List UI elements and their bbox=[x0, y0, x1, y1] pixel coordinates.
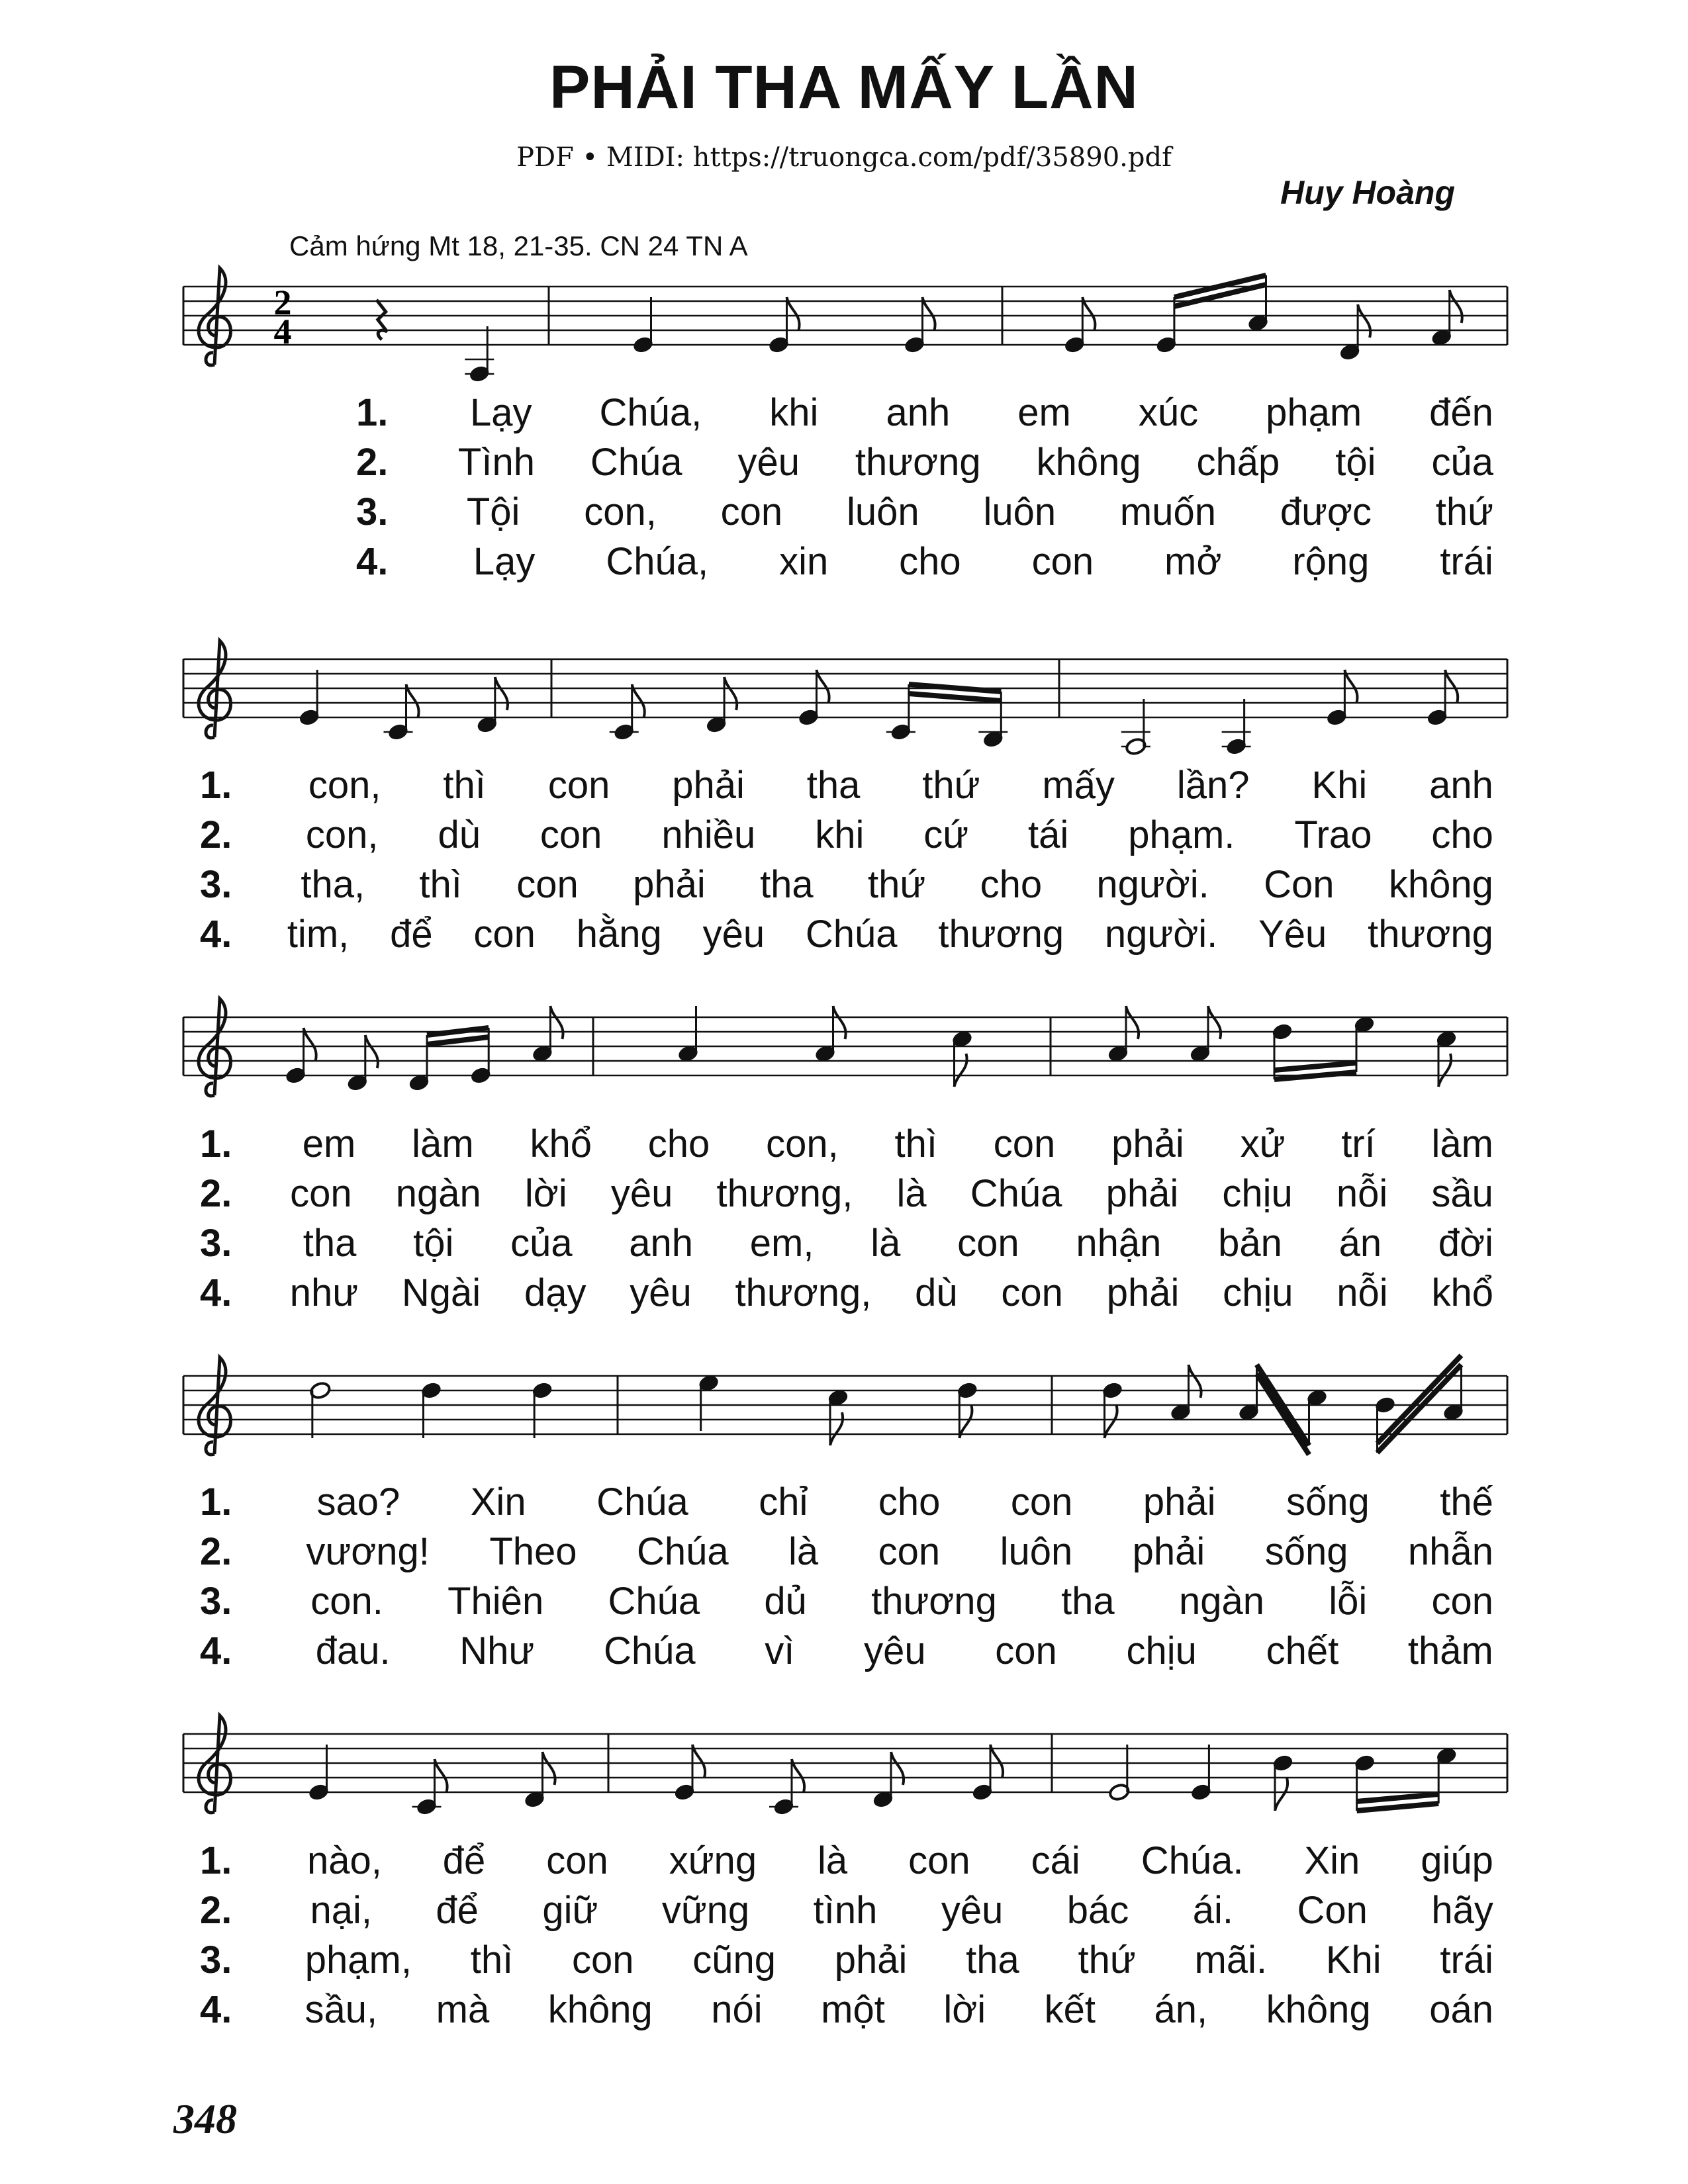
lyric-word: Con bbox=[1297, 1889, 1368, 1932]
flag-icon bbox=[1445, 670, 1458, 703]
verse-number: 4. bbox=[200, 1988, 232, 2031]
lyric-word: án, bbox=[1154, 1988, 1208, 2031]
lyric-word: cho bbox=[1431, 813, 1493, 856]
lyric-word: Lạy bbox=[473, 540, 536, 583]
lyric-word: thương, bbox=[716, 1172, 853, 1215]
lyric-word: để bbox=[442, 1839, 486, 1882]
lyric-word: xúc bbox=[1138, 391, 1199, 434]
lyric-word: ngàn bbox=[1178, 1580, 1264, 1623]
lyric-word: phạm, bbox=[305, 1938, 412, 1981]
lyric-word: yêu bbox=[610, 1172, 673, 1215]
lyric-word: Xin bbox=[1304, 1839, 1360, 1882]
lyric-word: con bbox=[473, 913, 536, 956]
lyric-word: mà bbox=[436, 1988, 490, 2031]
lyric-word: lần? bbox=[1176, 764, 1250, 807]
lyric-word: luôn bbox=[983, 490, 1056, 533]
lyric-word: thì bbox=[470, 1938, 514, 1981]
beam bbox=[427, 1028, 489, 1035]
lyric-word: Chúa bbox=[603, 1629, 696, 1672]
lyric-word: là bbox=[896, 1172, 927, 1215]
flag-icon bbox=[495, 677, 508, 710]
treble-clef-icon bbox=[199, 999, 230, 1096]
lyric-word: Chúa, bbox=[599, 391, 702, 434]
verse-number: 3. bbox=[200, 1938, 232, 1981]
lyric-word: yêu bbox=[941, 1889, 1004, 1932]
lyric-word: phạm bbox=[1266, 391, 1362, 434]
lyric-word: Theo bbox=[489, 1530, 577, 1573]
lyric-word: để bbox=[436, 1889, 479, 1932]
lyric-word: phải bbox=[1105, 1172, 1179, 1215]
verse-number: 1. bbox=[356, 391, 389, 434]
lyric-word: vương! bbox=[306, 1530, 430, 1573]
lyric-word: của bbox=[1431, 441, 1493, 484]
lyric-word: cho bbox=[647, 1122, 710, 1165]
lyric-word: chết bbox=[1266, 1629, 1339, 1672]
lyric-word: thương, bbox=[735, 1271, 872, 1314]
lyric-word: không bbox=[1388, 863, 1493, 906]
verse-number: 3. bbox=[356, 490, 389, 533]
lyric-line-verse-1 bbox=[200, 763, 1493, 807]
flag-icon bbox=[787, 297, 800, 330]
flag-icon bbox=[1438, 1054, 1451, 1087]
lyric-word: thương bbox=[871, 1580, 997, 1623]
lyric-word: mãi. bbox=[1194, 1938, 1268, 1981]
lyric-word: Lạy bbox=[470, 391, 532, 434]
verse-number: 4. bbox=[200, 913, 232, 956]
lyric-word: con bbox=[539, 813, 602, 856]
lyric-word: tha bbox=[806, 764, 861, 807]
lyric-word: thứ bbox=[1078, 1938, 1136, 1981]
lyric-word: đến bbox=[1429, 391, 1493, 434]
lyric-word: Con bbox=[1264, 863, 1335, 906]
lyric-word: Trao bbox=[1294, 813, 1372, 856]
lyric-word: con bbox=[957, 1222, 1019, 1265]
lyric-word: cái bbox=[1031, 1839, 1080, 1882]
verse-number: 2. bbox=[200, 1889, 232, 1932]
verse-number: 4. bbox=[200, 1629, 232, 1672]
lyric-word: nào, bbox=[306, 1839, 382, 1882]
lyric-word: Chúa bbox=[596, 1480, 688, 1524]
lyric-word: tái bbox=[1028, 813, 1069, 856]
lyric-word: nói bbox=[711, 1988, 763, 2031]
lyric-word: con bbox=[571, 1938, 634, 1981]
lyric-word: chịu bbox=[1223, 1271, 1293, 1314]
lyric-word: thứ bbox=[922, 764, 980, 807]
verse-number: 2. bbox=[200, 1172, 232, 1215]
lyric-word: lỗi bbox=[1329, 1580, 1368, 1623]
lyric-word: tội bbox=[1335, 441, 1376, 484]
lyric-word: con bbox=[1010, 1480, 1073, 1524]
lyric-word: chấp bbox=[1196, 441, 1280, 484]
lyric-word: tha, bbox=[301, 863, 365, 906]
lyric-word: phải bbox=[633, 863, 706, 906]
lyric-word: mở bbox=[1164, 540, 1222, 583]
lyric-word: Chúa bbox=[970, 1172, 1062, 1215]
verse-number: 1. bbox=[200, 764, 232, 807]
time-signature-bottom: 4 bbox=[273, 312, 292, 351]
quarter-rest-icon bbox=[377, 300, 387, 340]
lyric-word: Chúa bbox=[590, 441, 682, 484]
lyric-word: ái. bbox=[1192, 1889, 1234, 1932]
lyric-word: Ngài bbox=[401, 1271, 481, 1314]
lyric-word: con. bbox=[310, 1580, 383, 1623]
lyric-word: trái bbox=[1440, 1938, 1493, 1981]
flag-icon bbox=[543, 1752, 555, 1785]
lyric-word: phải bbox=[1143, 1480, 1216, 1524]
lyric-word: xử bbox=[1240, 1122, 1286, 1165]
lyric-word: rộng bbox=[1292, 540, 1370, 583]
lyric-word: sống bbox=[1286, 1480, 1370, 1524]
lyric-word: con bbox=[1001, 1271, 1063, 1314]
lyric-word: con bbox=[546, 1839, 608, 1882]
lyric-word: Yêu bbox=[1258, 913, 1327, 956]
lyric-word: lời bbox=[524, 1172, 567, 1215]
flag-icon bbox=[1082, 297, 1095, 330]
lyric-word: em bbox=[302, 1122, 356, 1165]
flag-icon bbox=[1208, 1006, 1221, 1039]
lyric-word: thứ bbox=[868, 863, 926, 906]
lyric-word: thì bbox=[894, 1122, 937, 1165]
lyric-word: khổ bbox=[530, 1122, 592, 1165]
lyric-word: phải bbox=[1106, 1271, 1180, 1314]
lyric-word: là bbox=[818, 1839, 848, 1882]
flag-icon bbox=[1126, 1006, 1139, 1039]
flag-icon bbox=[817, 670, 829, 703]
flag-icon bbox=[692, 1745, 705, 1778]
lyric-word: sầu, bbox=[305, 1988, 378, 2031]
flag-icon bbox=[1189, 1365, 1201, 1398]
lyric-word: con bbox=[720, 490, 783, 533]
lyric-word: giữ bbox=[542, 1889, 598, 1932]
flag-icon bbox=[959, 1405, 972, 1438]
lyric-line-verse-3 bbox=[200, 1938, 1493, 1982]
flag-icon bbox=[1344, 670, 1357, 703]
lyric-line-verse-1 bbox=[200, 1122, 1493, 1166]
lyric-word: đời bbox=[1438, 1222, 1493, 1265]
lyric-line-verse-1 bbox=[356, 390, 1493, 435]
lyric-word: là bbox=[788, 1530, 819, 1573]
lyric-word: xứng bbox=[669, 1839, 757, 1882]
lyric-line-verse-2 bbox=[200, 1529, 1493, 1574]
verse-number: 3. bbox=[200, 1222, 232, 1265]
lyric-word: Xin bbox=[470, 1480, 526, 1524]
flag-icon bbox=[955, 1054, 967, 1087]
lyric-word: yêu bbox=[864, 1629, 926, 1672]
lyric-word: dủ bbox=[764, 1580, 807, 1623]
lyric-word: nỗi bbox=[1336, 1172, 1388, 1215]
lyric-word: khi bbox=[769, 391, 819, 434]
lyric-word: con bbox=[908, 1839, 970, 1882]
lyric-word: oán bbox=[1429, 1988, 1493, 2031]
lyric-word: con bbox=[516, 863, 579, 906]
lyric-word: cũng bbox=[692, 1938, 776, 1981]
lyric-word: bản bbox=[1218, 1222, 1282, 1265]
verse-number: 2. bbox=[200, 1530, 232, 1573]
lyric-line-verse-4 bbox=[200, 1271, 1493, 1315]
lyric-word: tim, bbox=[287, 913, 350, 956]
flag-icon bbox=[792, 1759, 804, 1792]
lyric-word: con bbox=[1431, 1580, 1493, 1623]
lyric-word: hằng bbox=[576, 913, 662, 956]
lyric-word: nại, bbox=[310, 1889, 372, 1932]
lyric-word: con bbox=[290, 1172, 352, 1215]
lyric-word: sống bbox=[1264, 1530, 1348, 1573]
flag-icon bbox=[406, 684, 419, 717]
lyric-word: một bbox=[821, 1988, 885, 2031]
beam bbox=[909, 694, 1001, 701]
lyric-line-verse-3 bbox=[200, 862, 1493, 907]
verse-number: 3. bbox=[200, 863, 232, 906]
beam bbox=[1357, 1794, 1439, 1801]
lyric-word: phải bbox=[834, 1938, 908, 1981]
lyric-word: vì bbox=[765, 1629, 795, 1672]
verse-number: 4. bbox=[200, 1271, 232, 1314]
lyric-word: tha bbox=[1061, 1580, 1115, 1623]
lyric-word: anh bbox=[629, 1222, 694, 1265]
lyric-word: cho bbox=[899, 540, 961, 583]
lyric-word: con, bbox=[305, 813, 379, 856]
lyric-word: thế bbox=[1440, 1480, 1493, 1524]
lyric-word: là bbox=[870, 1222, 901, 1265]
lyric-word: dù bbox=[915, 1271, 958, 1314]
lyric-word: không bbox=[547, 1988, 653, 2031]
lyric-word: không bbox=[1266, 1988, 1371, 2031]
lyric-word: thương bbox=[938, 913, 1064, 956]
lyric-word: dù bbox=[438, 813, 481, 856]
flag-icon bbox=[435, 1759, 447, 1792]
lyric-word: tội bbox=[413, 1222, 454, 1265]
lyric-line-verse-1 bbox=[200, 1839, 1493, 1883]
lyric-word: trái bbox=[1440, 540, 1493, 583]
flag-icon bbox=[830, 1412, 843, 1445]
verse-number: 3. bbox=[200, 1580, 232, 1623]
lyric-word: con bbox=[995, 1629, 1057, 1672]
lyric-word: kết bbox=[1044, 1988, 1096, 2031]
flag-icon bbox=[724, 677, 737, 710]
lyric-word: phải bbox=[1111, 1122, 1184, 1165]
lyric-line-verse-3 bbox=[356, 490, 1493, 534]
lyric-word: con bbox=[1031, 540, 1094, 583]
lyric-word: dạy bbox=[524, 1271, 586, 1314]
lyric-word: cho bbox=[878, 1480, 941, 1524]
lyric-word: em, bbox=[749, 1222, 814, 1265]
flag-icon bbox=[990, 1745, 1003, 1778]
lyric-word: con bbox=[993, 1122, 1056, 1165]
lyric-word: người. bbox=[1096, 863, 1209, 906]
lyric-word: con bbox=[878, 1530, 941, 1573]
lyric-word: phải bbox=[672, 764, 745, 807]
lyric-word: tha bbox=[303, 1222, 357, 1265]
lyric-line-verse-2 bbox=[200, 1888, 1493, 1933]
lyric-word: luôn bbox=[846, 490, 919, 533]
lyric-word: Chúa, bbox=[606, 540, 709, 583]
inspiration-note: Cảm hứng Mt 18, 21-35. CN 24 TN A bbox=[289, 230, 748, 261]
flag-icon bbox=[1450, 290, 1462, 323]
verse-number: 1. bbox=[200, 1122, 232, 1165]
lyric-word: khi bbox=[815, 813, 865, 856]
lyric-word: tình bbox=[813, 1889, 878, 1932]
page-number: 348 bbox=[173, 2095, 237, 2142]
flag-icon bbox=[891, 1752, 904, 1785]
lyric-word: con, bbox=[584, 490, 657, 533]
lyric-line-verse-4 bbox=[200, 1629, 1493, 1673]
lyric-word: yêu bbox=[737, 441, 800, 484]
beam bbox=[1274, 1072, 1356, 1079]
lyric-line-verse-2 bbox=[200, 1171, 1493, 1216]
flag-icon bbox=[1358, 304, 1370, 338]
lyric-word: xin bbox=[779, 540, 829, 583]
lyric-word: thì bbox=[443, 764, 486, 807]
flag-icon bbox=[1275, 1778, 1288, 1811]
verse-number: 2. bbox=[200, 813, 232, 856]
beam bbox=[1257, 1374, 1309, 1455]
lyric-word: Thiên bbox=[447, 1580, 544, 1623]
lyric-word: trí bbox=[1341, 1122, 1376, 1165]
lyric-word: án bbox=[1338, 1222, 1382, 1265]
treble-clef-icon bbox=[199, 641, 230, 738]
lyric-word: con, bbox=[766, 1122, 839, 1165]
treble-clef-icon bbox=[199, 1715, 230, 1813]
lyric-word: muốn bbox=[1119, 490, 1217, 533]
lyric-word: anh bbox=[1429, 764, 1493, 807]
lyric-word: làm bbox=[412, 1122, 474, 1165]
lyric-word: Khi bbox=[1311, 764, 1368, 807]
lyric-word: thương bbox=[1368, 913, 1493, 956]
lyric-word: được bbox=[1280, 490, 1372, 533]
lyric-line-verse-4 bbox=[200, 912, 1493, 956]
treble-clef-icon bbox=[199, 268, 230, 365]
verse-number: 1. bbox=[200, 1839, 232, 1882]
beam bbox=[1357, 1803, 1439, 1811]
beam bbox=[427, 1037, 489, 1044]
lyric-word: giúp bbox=[1421, 1839, 1493, 1882]
lyric-word: người. bbox=[1104, 913, 1218, 956]
lyric-word: lời bbox=[943, 1988, 986, 2031]
lyric-word: tha bbox=[966, 1938, 1019, 1981]
lyric-word: vững bbox=[661, 1889, 750, 1932]
flag-icon bbox=[632, 684, 645, 717]
lyric-line-verse-4 bbox=[356, 539, 1493, 584]
lyric-word: Chúa bbox=[608, 1580, 700, 1623]
lyric-word: thứ bbox=[1435, 490, 1493, 533]
source-link[interactable]: PDF • MIDI: https://truongca.com/pdf/35890.pdf bbox=[516, 142, 1172, 173]
lyric-word: không bbox=[1036, 441, 1141, 484]
lyric-line-verse-2 bbox=[200, 813, 1493, 857]
lyric-word: phạm. bbox=[1128, 813, 1235, 856]
composer: Huy Hoàng bbox=[1280, 174, 1455, 211]
flag-icon bbox=[304, 1028, 316, 1061]
lyric-word: sầu bbox=[1431, 1172, 1493, 1215]
lyric-word: chỉ bbox=[759, 1480, 808, 1524]
lyric-word: nỗi bbox=[1336, 1271, 1388, 1314]
flag-icon bbox=[1105, 1405, 1117, 1438]
lyric-word: con, bbox=[308, 764, 381, 807]
lyric-word: Tội bbox=[466, 490, 520, 533]
lyric-word: làm bbox=[1431, 1122, 1493, 1165]
song-title: PHẢI THA MẤY LẦN bbox=[549, 54, 1139, 121]
lyric-word: Tình bbox=[457, 441, 535, 484]
lyric-word: tha bbox=[760, 863, 814, 906]
lyric-word: cho bbox=[980, 863, 1043, 906]
lyric-line-verse-2 bbox=[356, 440, 1493, 484]
lyric-word: thì bbox=[419, 863, 462, 906]
flag-icon bbox=[365, 1035, 378, 1068]
time-signature-top: 2 bbox=[273, 283, 292, 322]
lyric-word: yêu bbox=[630, 1271, 692, 1314]
lyric-word: khổ bbox=[1431, 1271, 1493, 1314]
lyric-word: chịu bbox=[1126, 1629, 1197, 1672]
verse-number: 4. bbox=[356, 540, 389, 583]
verse-number: 1. bbox=[200, 1480, 232, 1524]
verse-number: 2. bbox=[356, 441, 389, 484]
lyric-word: yêu bbox=[702, 913, 765, 956]
flag-icon bbox=[923, 297, 935, 330]
lyric-word: Chúa bbox=[805, 913, 898, 956]
lyric-word: Chúa bbox=[636, 1530, 729, 1573]
lyric-word: Khi bbox=[1325, 1938, 1382, 1981]
lyric-word: sao? bbox=[316, 1480, 400, 1524]
lyric-line-verse-1 bbox=[200, 1480, 1493, 1524]
lyric-word: thương bbox=[855, 441, 981, 484]
lyric-word: con bbox=[547, 764, 610, 807]
lyric-word: như bbox=[289, 1271, 359, 1314]
lyric-word: ngàn bbox=[395, 1172, 481, 1215]
lyric-word: phải bbox=[1132, 1530, 1205, 1573]
lyric-line-verse-3 bbox=[200, 1221, 1493, 1265]
lyric-line-verse-3 bbox=[200, 1579, 1493, 1623]
lyric-line-verse-4 bbox=[200, 1987, 1493, 2032]
flag-icon bbox=[550, 1006, 563, 1039]
lyric-word: em bbox=[1017, 391, 1071, 434]
lyric-word: chịu bbox=[1222, 1172, 1293, 1215]
lyric-word: luôn bbox=[1000, 1530, 1073, 1573]
flag-icon bbox=[833, 1006, 846, 1039]
lyric-word: đau. bbox=[315, 1629, 391, 1672]
lyric-word: Như bbox=[459, 1629, 535, 1672]
lyric-word: bác bbox=[1066, 1889, 1129, 1932]
treble-clef-icon bbox=[199, 1357, 230, 1455]
lyric-word: nhiều bbox=[661, 813, 756, 856]
lyric-word: Chúa. bbox=[1141, 1839, 1244, 1882]
lyric-word: anh bbox=[886, 391, 951, 434]
lyric-word: nhẫn bbox=[1407, 1530, 1493, 1573]
lyric-word: của bbox=[510, 1222, 573, 1265]
lyric-word: để bbox=[390, 913, 433, 956]
beam bbox=[1274, 1063, 1356, 1070]
lyric-word: mấy bbox=[1042, 764, 1115, 807]
lyric-word: hãy bbox=[1431, 1889, 1493, 1932]
lyric-word: cứ bbox=[923, 813, 969, 856]
lyric-word: nhận bbox=[1076, 1222, 1162, 1265]
beam bbox=[909, 684, 1001, 692]
lyric-word: thảm bbox=[1407, 1629, 1493, 1672]
